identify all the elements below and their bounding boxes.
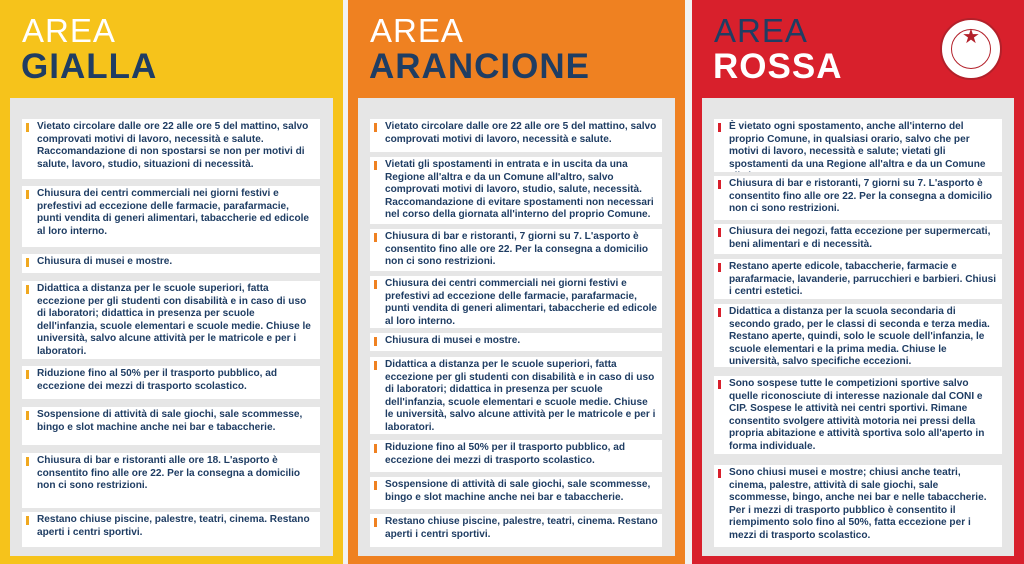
rule-card: Chiusura dei centri commerciali nei giorni festivi e prefestivi ad eccezione delle farmacie, parafarmacie, punti vendita di generi alimentari, tabaccherie ed edicole al loro interno. bbox=[22, 186, 320, 247]
column-area-gialla bbox=[0, 0, 343, 564]
header-rossa bbox=[692, 0, 1024, 98]
rule-card: Sono chiusi musei e mostre; chiusi anche teatri, cinema, palestre, attività di sale giochi, sale scommesse, bingo, anche nei bar e nelle tabaccherie. Per i mezzi di trasporto pubblico è consentito il riempimento solo fino al 50%, fatta eccezione per i mezzi di trasporto scolastico. bbox=[714, 465, 1002, 547]
area-name: ARANCIONE bbox=[369, 47, 590, 86]
column-area-rossa bbox=[692, 0, 1024, 564]
emblem-seal-icon: ★ bbox=[940, 18, 1002, 80]
rule-card: Chiusura dei negozi, fatta eccezione per supermercati, beni alimentari e di necessità. bbox=[714, 224, 1002, 254]
rule-card: Sono sospese tutte le competizioni sportive salvo quelle riconosciute di interesse nazionale dal CONI e CIP. Sospese le attività nei centri sportivi. Rimane consentito svolgere attività motoria nei pressi della propria abitazione e attività sportiva solo all'aperto in forma individuale. bbox=[714, 376, 1002, 454]
header-gialla bbox=[0, 0, 343, 98]
rule-card: Didattica a distanza per le scuole superiori, fatta eccezione per gli studenti con disabilità e in caso di uso di laboratori; didattica in presenza per scuole dell'infanzia, scuole elementari e scuole medie. Chiuse le università, salvo alcune attività per le matricole e per i laboratori. bbox=[22, 281, 320, 359]
area-name: ROSSA bbox=[713, 47, 843, 86]
rule-card: Sospensione di attività di sale giochi, sale scommesse, bingo e slot machine anche nei bar e tabaccherie. bbox=[370, 477, 662, 509]
rule-card: Didattica a distanza per la scuola secondaria di secondo grado, per le classi di seconda e terza media. Restano aperte, quindi, solo le scuole dell'infanzia, le scuole elementari e la prima media. Chiuse le università, salvo specifiche eccezioni. bbox=[714, 304, 1002, 367]
rule-card: Chiusura di musei e mostre. bbox=[370, 333, 662, 351]
rule-card: Restano chiuse piscine, palestre, teatri, cinema. Restano aperti i centri sportivi. bbox=[370, 514, 662, 547]
area-name: GIALLA bbox=[21, 47, 158, 86]
rule-card: Restano chiuse piscine, palestre, teatri, cinema. Restano aperti i centri sportivi. bbox=[22, 512, 320, 547]
rule-card: Vietato circolare dalle ore 22 alle ore 5 del mattino, salvo comprovati motivi di lavoro, necessità e salute. bbox=[370, 119, 662, 152]
header-arancione bbox=[348, 0, 685, 98]
rule-card: Vietato circolare dalle ore 22 alle ore 5 del mattino, salvo comprovati motivi di lavoro, necessità e salute. Raccomandazione di non spostarsi se non per motivi di salute, lavoro, studio, situazioni di necessità. bbox=[22, 119, 320, 179]
area-label: AREA bbox=[22, 12, 116, 49]
rule-card: Vietati gli spostamenti in entrata e in uscita da una Regione all'altra e da un Comune all'altro, salvo comprovati motivi di lavoro, studio, salute, necessità. Raccomandazione di evitare spostamenti non necessari nel corso della giornata all'interno del proprio Comune. bbox=[370, 157, 662, 224]
rule-card: Didattica a distanza per le scuole superiori, fatta eccezione per gli studenti con disabilità e in caso di uso di laboratori; didattica in presenza per scuole dell'infanzia, scuole elementari e scuole medie. Chiuse le università, salvo alcune attività per le matricole e per i laboratori. bbox=[370, 357, 662, 434]
column-area-arancione bbox=[348, 0, 685, 564]
rule-card: È vietato ogni spostamento, anche all'interno del proprio Comune, in qualsiasi orario, salvo che per motivi di lavoro, necessità e salute; vietati gli spostamenti da una Regione all'altra e da un Comune bbox=[714, 119, 1002, 172]
area-label: AREA bbox=[370, 12, 464, 49]
rule-card: Chiusura di bar e ristoranti, 7 giorni su 7. L'asporto è consentito fino alle ore 22. Per la consegna a domicilio non ci sono restrizioni. bbox=[370, 229, 662, 271]
rule-card: Restano aperte edicole, tabaccherie, farmacie e parafarmacie, lavanderie, parrucchieri e barbieri. Chiusi i centri estetici. bbox=[714, 259, 1002, 299]
rule-card: Chiusura dei centri commerciali nei giorni festivi e prefestivi ad eccezione delle farmacie, parafarmacie, punti vendita di generi alimentari, tabaccherie ed edicole al loro interno. bbox=[370, 276, 662, 328]
rule-card: Riduzione fino al 50% per il trasporto pubblico, ad eccezione dei mezzi di trasporto scolastico. bbox=[22, 366, 320, 399]
rule-card: Sospensione di attività di sale giochi, sale scommesse, bingo e slot machine anche nei bar e tabaccherie. bbox=[22, 407, 320, 445]
rule-card: Chiusura di bar e ristoranti, 7 giorni su 7. L'asporto è consentito fino alle ore 22. Per la consegna a domicilio non ci sono restrizioni. bbox=[714, 176, 1002, 220]
rule-card: Chiusura di bar e ristoranti alle ore 18. L'asporto è consentito fino alle ore 22. Per la consegna a domicilio non ci sono restrizioni. bbox=[22, 453, 320, 508]
rule-card: Chiusura di musei e mostre. bbox=[22, 254, 320, 273]
rule-card: Riduzione fino al 50% per il trasporto pubblico, ad eccezione dei mezzi di trasporto scolastico. bbox=[370, 440, 662, 472]
area-label: AREA bbox=[714, 12, 808, 49]
